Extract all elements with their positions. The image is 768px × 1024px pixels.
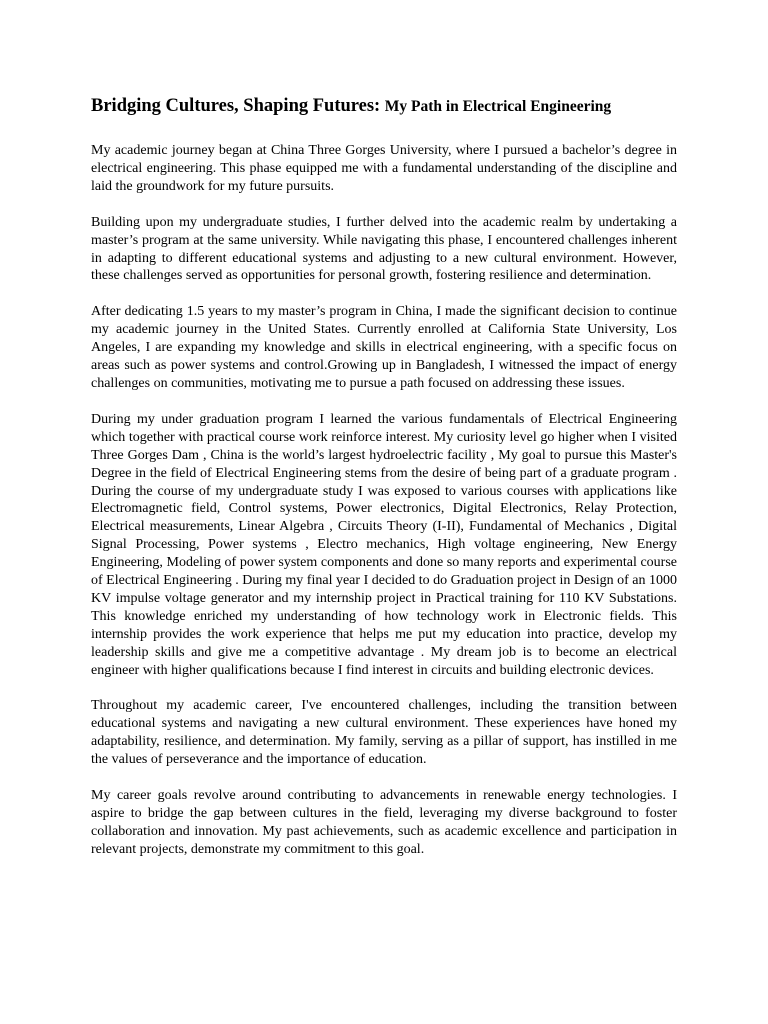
paragraph-3: After dedicating 1.5 years to my master’s program in China, I made the significant decision to continue my academic journey in the United States. Currently enrolled at California State University, Los Angeles, I are expanding my knowledge and skills in electrical engineering, with a specific focus on areas such as power systems and control.Growing up in Bangladesh, I witnessed the impact of energy challenges on communities, motivating me to pursue a path focused on addressing these issues. bbox=[91, 304, 677, 391]
paragraph-4: During my under graduation program I learned the various fundamentals of Electrical Engineering which together with practical course work reinforce interest. My curiosity level go higher when I visited Three Gorges Dam , China is the world’s largest hydroelectric facility , My goal to pursue this Master's Degree in the field of Electrical Engineering stems from the desire of being part of a graduate program . During the course of my undergraduate study I was exposed to various courses with applications like Electromagnetic field, Control systems, Power electronics, Digital Electronics, Relay Protection, Electrical measurements, Linear Algebra , Circuits Theory (I-II), Fundamental of Mechanics , Digital Signal Processing, Power systems , Electro mechanics, High voltage engineering, New Energy Engineering, Modeling of power system components and done so many reports and experimental course of Electrical Engineering . During my final year I decided to do Graduation project in Design of an 1000 KV impulse voltage generator and my internship project in Practical training for 110 KV Substations. This knowledge enriched my understanding of how technology work in Electronic fields. This internship provides the work experience that helps me put my education into practice, develop my leadership skills and give me a competitive advantage . My dream job is to become an electrical engineer with higher qualifications because I find interest in circuits and building electronic devices. bbox=[91, 411, 677, 678]
document-page bbox=[91, 94, 677, 877]
document-title-main: Bridging Cultures, Shaping Futures: bbox=[91, 96, 381, 116]
paragraph-2: Building upon my undergraduate studies, I further delved into the academic realm by undertaking a master’s program at the same university. While navigating this phase, I encountered challenges inherent in adapting to different educational systems and adjusting to a new cultural environment. However, these challenges served as opportunities for personal growth, fostering resilience and determination. bbox=[91, 214, 677, 284]
paragraph-5: Throughout my academic career, I've encountered challenges, including the transition between educational systems and navigating a new cultural environment. These experiences have honed my adaptability, resilience, and determination. My family, serving as a pillar of support, has instilled in me the values of perseverance and the importance of education. bbox=[91, 698, 677, 768]
paragraph-6: My career goals revolve around contributing to advancements in renewable energy technologies. I aspire to bridge the gap between cultures in the field, leveraging my diverse background to foster collaboration and innovation. My past achievements, such as academic excellence and participation in relevant projects, demonstrate my commitment to this goal. bbox=[91, 788, 677, 857]
paragraph-1: My academic journey began at China Three Gorges University, where I pursued a bachelor’s degree in electrical engineering. This phase equipped me with a fundamental understanding of the discipline and laid the groundwork for my future pursuits. bbox=[91, 143, 677, 194]
document-title-sub: My Path in Electrical Engineering bbox=[384, 98, 612, 115]
document-title bbox=[91, 94, 677, 118]
